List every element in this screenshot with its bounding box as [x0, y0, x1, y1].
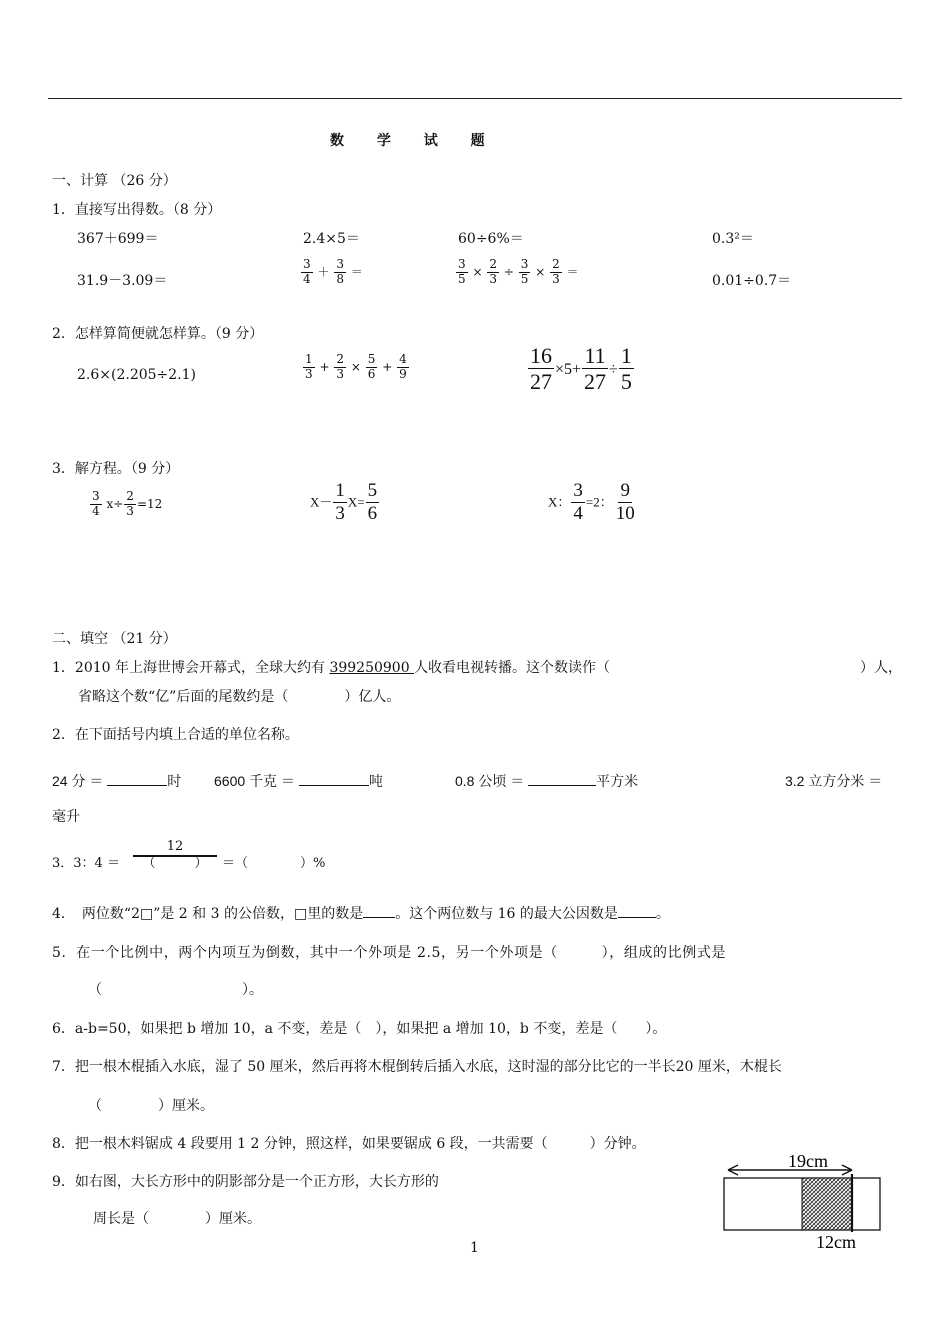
fill-q6: 6．a-b=50，如果把 b 增加 10，a 不变，差是（ ），如果把 a 增加 10，b 不变，差是（ ）。: [52, 1021, 667, 1037]
fraction: $\frac{16}{27}$: [530, 343, 552, 395]
fraction: $\frac{5}{6}$: [367, 480, 378, 524]
shaded-square: [802, 1178, 852, 1230]
fraction: $\frac{5}{6}$: [367, 352, 376, 381]
fill-q3-tail: ＝（ ）%: [222, 856, 326, 871]
top-dimension-label: 19cm: [788, 1151, 828, 1171]
calc-item-fraction-sum: $\frac{3}{4}$ ＋ $\frac{3}{8}$ ＝: [303, 257, 363, 286]
rectangle-figure: [720, 1150, 890, 1250]
fill-q7-line2: （ ）厘米。: [88, 1098, 214, 1114]
fill-q7-line1: 7．把一根木棍插入水底，湿了 50 厘米，然后再将木棍倒转后插入水底，这时湿的部分比它的一半长20 厘米，木棍长: [52, 1059, 782, 1075]
fill-q4: 4． 两位数“2□”是 2 和 3 的公倍数，□里的数是 。这个两位数与 16 的最大公因数是 。: [52, 906, 670, 922]
section1-heading: 一、计算 （26 分）: [52, 173, 177, 189]
answer-blank: [299, 785, 369, 786]
calc-item: 367＋699＝: [77, 231, 159, 247]
fraction: $\frac{2}{3}$: [336, 352, 344, 381]
audience-number: 399250900: [329, 660, 415, 676]
equation-3: X： $\frac{3}{4}$ =2： $\frac{9}{10}$: [548, 480, 635, 524]
simplify-expr-1: 2.6×(2.205÷2.1): [77, 367, 196, 383]
fill-q5-line1: 5．在一个比例中，两个内项互为倒数，其中一个外项是 2.5，另一个外项是（ ），组成的比例式是: [52, 945, 727, 961]
fill-q2-unit-4: 3.2 立方分米 ＝: [785, 773, 883, 789]
rectangle-diagram: [720, 1150, 890, 1250]
calc-item: 31.9－3.09＝: [77, 273, 168, 289]
fraction: $\frac{1}{3}$: [335, 480, 345, 524]
fill-q3-lead: 3．3：4 ＝: [52, 856, 120, 871]
fraction: $\frac{1}{5}$: [620, 343, 632, 395]
fill-q2-unit-2: 6600 千克 ＝ 吨: [214, 773, 383, 789]
bottom-dimension-label: 12cm: [816, 1232, 856, 1250]
fraction: $\frac{3}{8}$: [336, 257, 344, 286]
fraction: $\frac{2}{3}$: [552, 257, 560, 286]
fraction: $\frac{1}{3}$: [305, 352, 313, 381]
calc-item-fraction-product: $\frac{3}{5}$ × $\frac{2}{3}$ ÷ $\frac{3}{5}$ × $\frac{2}{3}$ ＝: [458, 257, 579, 286]
fill-q2-heading: 2．在下面括号内填上合适的单位名称。: [52, 727, 299, 743]
fraction: $\frac{3}{4}$: [303, 257, 311, 286]
equation-1: $\frac{3}{4}$ x÷ $\frac{2}{3}$ =12: [92, 489, 163, 518]
calc-item: 2.4×5＝: [303, 231, 360, 247]
simplify-expr-2: $\frac{1}{3}$ + $\frac{2}{3}$ × $\frac{5}{6}$ + $\frac{4}{9}$: [305, 352, 407, 381]
q2-heading: 2．怎样算简便就怎样算。（9 分）: [52, 326, 264, 342]
equation-2: X－ $\frac{1}{3}$ X= $\frac{5}{6}$: [310, 480, 378, 524]
fill-q2-unit-1: 24 分 ＝ 时: [52, 773, 182, 789]
top-rule: [48, 98, 902, 99]
fill-q8: 8．把一根木料锯成 4 段要用 1 2 分钟，照这样，如果要锯成 6 段，一共需要（ ）分钟。: [52, 1136, 646, 1152]
q1-heading: 1．直接写出得数。（8 分）: [52, 202, 222, 218]
fraction: $\frac{3}{4}$: [573, 480, 583, 524]
fill-q2-unit-3: 0.8 公顷 ＝ 平方米: [455, 773, 639, 789]
answer-blank: [107, 785, 167, 786]
fill-q2-unit-4-label: 毫升: [52, 809, 80, 825]
fill-q9-line2: 周长是（ ）厘米。: [93, 1211, 261, 1227]
page-title: 数 学 试 题: [330, 133, 499, 149]
fraction: $\frac{9}{10}$: [615, 480, 635, 524]
fraction: $\frac{2}{3}$: [489, 257, 497, 286]
calc-item: 60÷6%＝: [458, 231, 524, 247]
fraction: $\frac{2}{3}$: [126, 489, 134, 518]
q3-heading: 3．解方程。（9 分）: [52, 461, 180, 477]
fill-q1-line2: 省略这个数“亿”后面的尾数约是（ ）亿人。: [78, 689, 401, 705]
fill-q1-line1: 1．2010 年上海世博会开幕式，全球大约有 399250900 人收看电视转播。这个数读作（: [52, 660, 611, 676]
page-number: 1: [470, 1240, 479, 1256]
fill-q1-bracket-close: ）人，: [860, 660, 902, 676]
section2-heading: 二、填空 （21 分）: [52, 631, 177, 647]
fraction: $\frac{3}{4}$: [92, 489, 100, 518]
fill-q5-line2: （ ）。: [88, 982, 263, 998]
fill-q3-fraction: $\frac{12}{( )}$: [132, 840, 218, 872]
calc-item: 0.01÷0.7＝: [712, 273, 792, 289]
answer-blank: [618, 917, 656, 918]
fraction: $\frac{4}{9}$: [399, 352, 407, 381]
simplify-expr-3: $\frac{16}{27}$ ×5+ $\frac{11}{27}$ ÷ $\frac{1}{5}$: [530, 343, 632, 395]
answer-blank: [363, 917, 395, 918]
fraction: $\frac{3}{5}$: [520, 257, 529, 286]
fill-q9-line1: 9．如右图，大长方形中的阴影部分是一个正方形，大长方形的: [52, 1174, 439, 1190]
answer-blank: [528, 785, 596, 786]
fraction: $\frac{11}{27}$: [584, 343, 607, 395]
calc-item: 0.3²＝: [712, 231, 754, 247]
fraction: $\frac{3}{5}$: [458, 257, 466, 286]
